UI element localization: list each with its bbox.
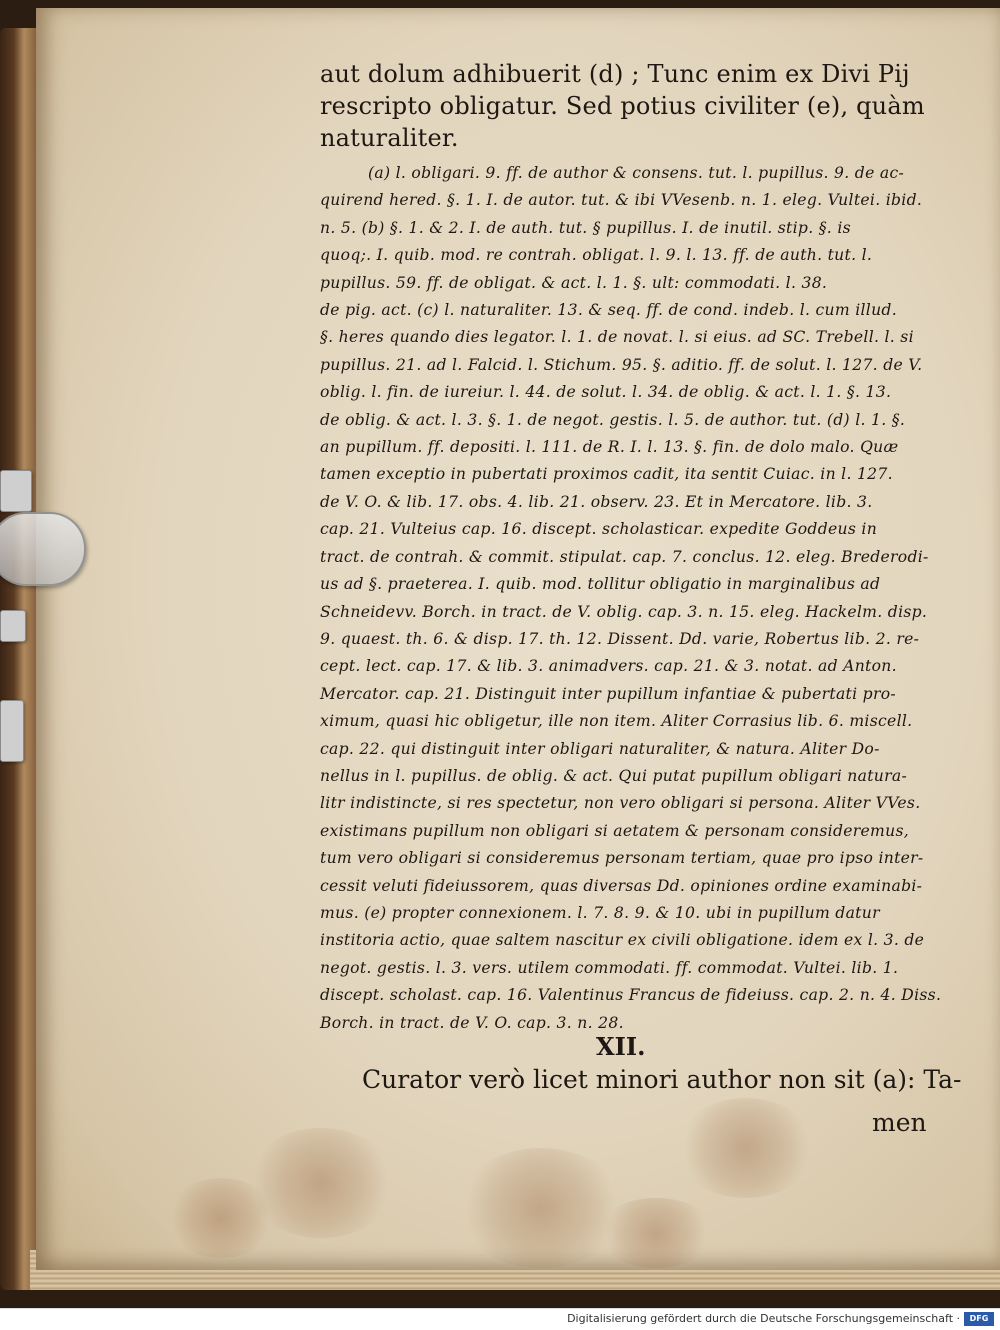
main-text-line: aut dolum adhibuerit (d) ; Tunc enim ex Divi Pij [320,60,910,88]
footnote-line: tract. de contrah. & commit. stipulat. cap. 7. conclus. 12. eleg. Brederodi- [320,547,929,566]
footnote-line: ximum, quasi hic obligetur, ille non item. Aliter Corrasius lib. 6. miscell. [320,712,913,731]
text-block [320,58,960,1037]
dfg-logo: DFG [964,1312,994,1326]
foxing-stain [166,1178,276,1258]
footnote-line: litr indistincte, si res spectetur, non vero obligari si persona. Aliter VVes. [320,794,921,813]
footnote-line: tamen exceptio in pubertati proximos cadit, ita sentit Cuiac. in l. 127. [320,465,893,484]
footnote-line: Borch. in tract. de V. O. cap. 3. n. 28. [320,1013,624,1032]
footnote-line: pupillus. 59. ff. de obligat. & act. l. 1. §. ult: commodati. l. 38. [320,273,828,292]
footer-credit: Digitalisierung gefördert durch die Deutsche Forschungsgemeinschaft · [567,1312,960,1325]
footnote-line: de V. O. & lib. 17. obs. 4. lib. 21. observ. 23. Et in Mercatore. lib. 3. [320,492,873,511]
foxing-stain [596,1198,716,1268]
footnote-line: quirend hered. §. 1. I. de autor. tut. & ibi VVesenb. n. 1. eleg. Vultei. ibid. [320,191,923,210]
paper-clip [0,512,86,586]
catchword: men [872,1108,927,1137]
page-marker-tab [0,610,26,642]
footnote-line: Schneidevv. Borch. in tract. de V. oblig. cap. 3. n. 15. eleg. Hackelm. disp. [320,602,928,621]
footnote-line: cap. 21. Vulteius cap. 16. discept. scholasticar. expedite Goddeus in [320,520,878,539]
page-marker-tab [0,470,32,512]
footnote-line: de oblig. & act. l. 3. §. 1. de negot. gestis. l. 5. de author. tut. (d) l. 1. §. [320,410,906,429]
main-text-line: rescripto obligatur. Sed potius civiliter (e), quàm [320,92,925,120]
footnote-line: nellus in l. pupillus. de oblig. & act. Qui putat pupillum obligari natura- [320,766,908,785]
section-text-line: Curator verò licet minori author non sit (a): Ta- [362,1065,962,1094]
footnote-line: n. 5. (b) §. 1. & 2. I. de auth. tut. § pupillus. I. de inutil. stip. §. is [320,218,851,237]
main-text-line: naturaliter. [320,124,459,152]
footnote-line: de pig. act. (c) l. naturaliter. 13. & seq. ff. de cond. indeb. l. cum illud. [320,301,897,320]
footnote-line: an pupillum. ff. depositi. l. 111. de R. I. l. 13. §. fin. de dolo malo. Quæ [320,438,899,457]
footnote-line: existimans pupillum non obligari si aetatem & personam consideremus, [320,821,910,840]
footnote-line: negot. gestis. l. 3. vers. utilem commodati. ff. commodat. Vultei. lib. 1. [320,958,899,977]
footnote-line: (a) l. obligari. 9. ff. de author & consens. tut. l. pupillus. 9. de ac- [368,164,905,182]
footnote-line: pupillus. 21. ad l. Falcid. l. Stichum. 95. §. aditio. ff. de solut. l. 127. de V. [320,355,923,374]
footnote-line: discept. scholast. cap. 16. Valentinus Francus de fideiuss. cap. 2. n. 4. Diss. [320,986,942,1005]
page-marker-tab [0,700,24,762]
footnote-line: quoq;. I. quib. mod. re contrah. obligat. l. 9. l. 13. ff. de auth. tut. l. [320,246,873,265]
footnote-line: 9. quaest. th. 6. & disp. 17. th. 12. Dissent. Dd. varie, Robertus lib. 2. re- [320,629,920,648]
footnote-line: mus. (e) propter connexionem. l. 7. 8. 9. & 10. ubi in pupillum datur [320,903,880,922]
footnote-line: §. heres quando dies legator. l. 1. de novat. l. si eius. ad SC. Trebell. l. si [320,328,914,347]
foxing-stain [676,1098,816,1198]
foxing-stain [456,1148,626,1268]
footnote-line: tum vero obligari si consideremus personam tertiam, quae pro ipso inter- [320,849,924,868]
footnote-line: institoria actio, quae saltem nascitur ex civili obligatione. idem ex l. 3. de [320,931,925,950]
section-heading: XII. [596,1032,646,1061]
footnote-line: oblig. l. fin. de iureiur. l. 44. de solut. l. 34. de oblig. & act. l. 1. §. 13. [320,383,892,402]
footnote-line: us ad §. praeterea. I. quib. mod. tollitur obligatio in marginalibus ad [320,575,881,594]
footnote-line: cap. 22. qui distinguit inter obligari naturaliter, & natura. Aliter Do- [320,739,880,758]
footnote-line: cept. lect. cap. 17. & lib. 3. animadvers. cap. 21. & 3. notat. ad Anton. [320,657,897,676]
book-binding [0,28,40,1290]
footnote-line: cessit veluti fideiussorem, quas diversas Dd. opiniones ordine examinabi- [320,876,923,895]
digitization-footer [0,1308,1000,1330]
footnote-line: Mercator. cap. 21. Distinguit inter pupillum infantiae & pubertati pro- [320,684,896,703]
